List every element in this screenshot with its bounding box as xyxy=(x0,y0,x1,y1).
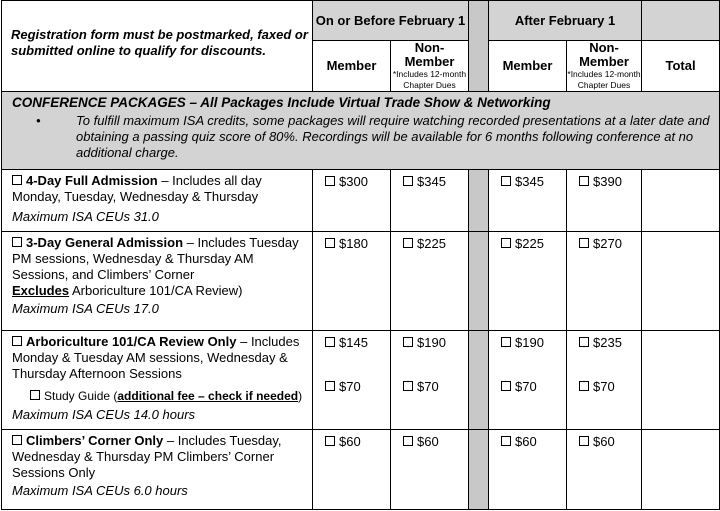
package-details: – Includes all day Monday, Tuesday, Wednesday & Thursday xyxy=(12,173,262,204)
checkbox-icon[interactable] xyxy=(403,436,413,446)
section-note: To fulfill maximum ISA credits, some packages will require watching recorded presentations at a later date and obtaining a passing quiz score of 80%. Recordings will be available for 6 months following conference at no additional charge. xyxy=(76,113,710,160)
total-header-spacer xyxy=(642,1,720,41)
price-member-early[interactable]: $300 xyxy=(313,170,391,232)
nonmember-late-header: Non-Member *Includes 12-month Chapter Dues xyxy=(567,40,641,90)
price-member-early[interactable]: $60 xyxy=(313,430,391,510)
column-divider xyxy=(469,232,489,331)
checkbox-icon[interactable] xyxy=(12,435,22,445)
registration-notice: Registration form must be postmarked, faxed or submitted online to qualify for discounts. xyxy=(2,1,313,92)
package-details: – Includes Monday & Tuesday AM sessions, Wednesday & Thursday Afternoon Sessions xyxy=(12,334,300,381)
member-late-header: Member xyxy=(489,41,567,92)
checkbox-icon[interactable] xyxy=(325,381,335,391)
package-description xyxy=(2,170,313,232)
checkbox-icon[interactable] xyxy=(501,176,511,186)
price-nonmember-early[interactable]: $60 xyxy=(391,430,469,510)
checkbox-icon[interactable] xyxy=(501,436,511,446)
max-ceus: Maximum ISA CEUs 6.0 hours xyxy=(12,483,188,498)
package-row xyxy=(2,232,720,331)
column-divider xyxy=(469,170,489,232)
bullet-icon: • xyxy=(36,113,41,128)
checkbox-icon[interactable] xyxy=(12,336,22,346)
checkbox-icon[interactable] xyxy=(501,381,511,391)
checkbox-icon[interactable] xyxy=(12,175,22,185)
package-details: – Includes Tuesday PM sessions, Wednesday & Thursday AM Sessions, and Climbers’ Corner xyxy=(12,235,299,282)
price-nonmember-late[interactable]: $390 xyxy=(567,170,642,232)
price-member-late[interactable]: $190 $70 xyxy=(489,331,567,430)
checkbox-icon[interactable] xyxy=(579,436,589,446)
price-nonmember-late[interactable]: $270 xyxy=(567,232,642,331)
checkbox-icon[interactable] xyxy=(579,238,589,248)
conference-packages-section xyxy=(2,92,720,170)
period-early-header: On or Before February 1 xyxy=(313,1,469,41)
checkbox-icon[interactable] xyxy=(501,238,511,248)
package-description xyxy=(2,331,313,430)
checkbox-icon[interactable] xyxy=(501,337,511,347)
package-row xyxy=(2,331,720,430)
checkbox-icon[interactable] xyxy=(325,436,335,446)
checkbox-icon[interactable] xyxy=(325,337,335,347)
nonmember-early-header: Non-Member *Includes 12-month Chapter Dues xyxy=(391,41,469,92)
checkbox-icon[interactable] xyxy=(403,176,413,186)
total-cell[interactable] xyxy=(642,170,720,232)
max-ceus: Maximum ISA CEUs 31.0 xyxy=(12,209,159,224)
max-ceus: Maximum ISA CEUs 14.0 hours xyxy=(12,407,196,422)
column-divider xyxy=(469,1,489,92)
package-description xyxy=(2,430,313,510)
checkbox-icon[interactable] xyxy=(30,390,40,400)
checkbox-icon[interactable] xyxy=(325,176,335,186)
total-cell[interactable] xyxy=(642,430,720,510)
total-cell[interactable] xyxy=(642,331,720,430)
column-divider xyxy=(469,430,489,510)
price-member-late[interactable]: $345 xyxy=(489,170,567,232)
study-guide-option: Study Guide (additional fee – check if needed) xyxy=(12,388,306,404)
price-member-early[interactable]: $145 $70 xyxy=(313,331,391,430)
excludes-label: Excludes xyxy=(12,283,70,298)
price-member-early[interactable]: $180 xyxy=(313,232,391,331)
package-name: 3-Day General Admission xyxy=(26,235,184,250)
member-early-header: Member xyxy=(313,41,391,92)
checkbox-icon[interactable] xyxy=(403,337,413,347)
period-late-header: After February 1 xyxy=(489,1,642,41)
price-nonmember-early[interactable]: $190 $70 xyxy=(391,331,469,430)
package-name: 4-Day Full Admission xyxy=(26,173,158,188)
price-nonmember-late[interactable]: $60 xyxy=(567,430,642,510)
price-nonmember-late[interactable]: $235 $70 xyxy=(567,331,642,430)
package-details: – Includes Tuesday, Wednesday & Thursday PM Climbers’ Corner Sessions Only xyxy=(12,433,282,480)
checkbox-icon[interactable] xyxy=(579,176,589,186)
package-description xyxy=(2,232,313,331)
checkbox-icon[interactable] xyxy=(579,337,589,347)
checkbox-icon[interactable] xyxy=(579,381,589,391)
pricing-table xyxy=(1,0,720,510)
total-cell[interactable] xyxy=(642,232,720,331)
column-divider xyxy=(469,331,489,430)
package-name: Climbers’ Corner Only xyxy=(26,433,164,448)
max-ceus: Maximum ISA CEUs 17.0 xyxy=(12,301,159,316)
checkbox-icon[interactable] xyxy=(12,237,22,247)
price-nonmember-early[interactable]: $345 xyxy=(391,170,469,232)
price-member-late[interactable]: $225 xyxy=(489,232,567,331)
package-row xyxy=(2,430,720,510)
price-member-late[interactable]: $60 xyxy=(489,430,567,510)
package-name: Arboriculture 101/CA Review Only xyxy=(26,334,237,349)
total-header: Total xyxy=(642,41,720,92)
section-title: CONFERENCE PACKAGES – All Packages Include Virtual Trade Show & Networking xyxy=(12,95,551,110)
checkbox-icon[interactable] xyxy=(325,238,335,248)
checkbox-icon[interactable] xyxy=(403,238,413,248)
excludes-text: Arboriculture 101/CA Review) xyxy=(69,283,243,298)
package-row xyxy=(2,170,720,232)
checkbox-icon[interactable] xyxy=(403,381,413,391)
price-nonmember-early[interactable]: $225 xyxy=(391,232,469,331)
